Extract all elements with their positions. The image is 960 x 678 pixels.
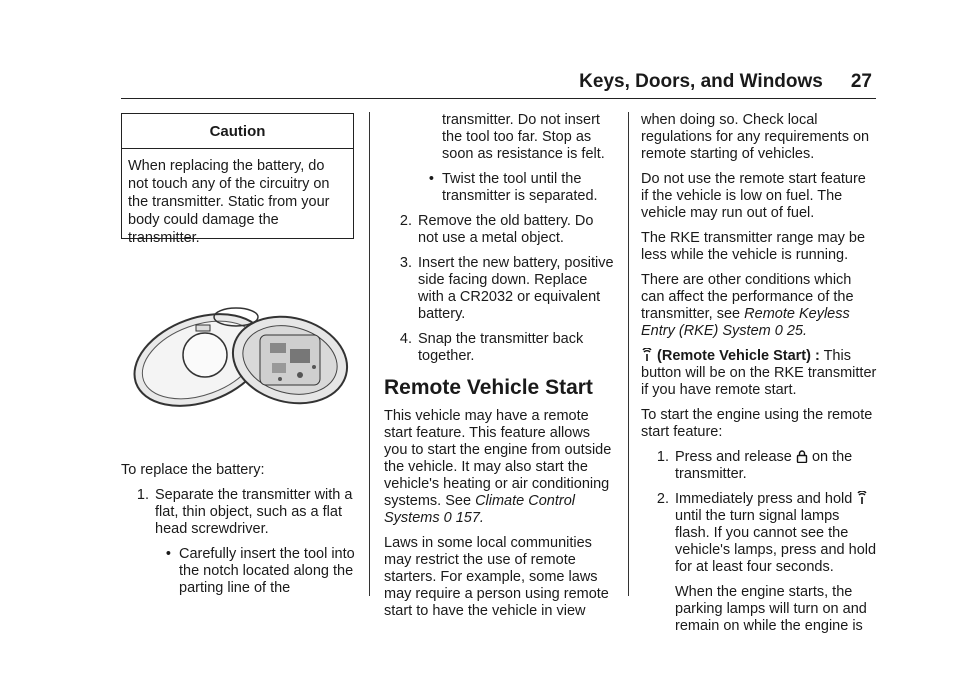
section-heading: Remote Vehicle Start [384,376,593,399]
battery-intro: To replace the battery: [121,462,265,478]
bullet-text: Twist the tool until the transmitter is separated. [442,171,598,204]
climate-control-link[interactable]: Climate Control Systems [384,493,575,526]
page-header [579,71,872,93]
column-divider-1 [369,112,370,596]
fuel-paragraph: Do not use the remote start feature if the vehicle is low on fuel. The vehicle may run out of fuel. [641,171,866,221]
step-number: 1. [136,487,149,503]
column-2 [384,112,616,628]
bullet-text: Carefully insert the tool into the notch located along the parting line of the [179,546,355,596]
range-paragraph: The RKE transmitter range may be less while the vehicle is running. [641,230,866,263]
regulations-paragraph: when doing so. Check local regulations for any requirements on remote starting of vehicles. [641,112,870,162]
caution-title: Caution [122,114,353,149]
laws-paragraph: Laws in some local communities may restrict the use of remote starters. For example, some laws may require a person using remote start to have the vehicle in view [384,535,609,619]
start-step-1: 1. Press and release on the transmitter. [656,449,853,482]
bullet-1-continued: transmitter. Do not insert the tool too far. Stop as soon as resistance is felt. [442,112,605,162]
bullet-1 [121,546,355,597]
remote-start-intro: This vehicle may have a remote start feature. This feature allows you to start the engine from outside the vehicle. It may also start the vehicle's heating or air conditioning systems. See Climate Control Systems 0 157. [384,408,612,526]
rke-system-link[interactable]: Remote Keyless Entry (RKE) System [641,306,850,339]
step-4: 4. Snap the transmitter back together. [399,331,584,364]
conditions-paragraph: There are other conditions which can affect the performance of the transmitter, see Remote Keyless Entry (RKE) System 0 25. [641,272,854,339]
column-1 [121,113,355,246]
caution-box [121,113,354,246]
step-1 [121,487,355,538]
page-reference: 0 157. [443,510,484,526]
step-2: 2. Remove the old battery. Do not use a metal object. [399,213,594,246]
key-fob-battery-image [130,305,350,415]
remote-start-icon [856,491,868,505]
bullet-dot: • [428,171,434,187]
step-3: 3. Insert the new battery, positive side facing down. Replace with a CR2032 or equivalent battery. [399,255,614,322]
page-reference: 0 25. [774,323,807,339]
bullet-2 [384,171,616,205]
page-number: 27 [850,71,872,92]
caution-text: When replacing the battery, do not touch any of the circuitry on the transmitter. Static from your body could damage the transmitter. [128,158,330,246]
column-divider-2 [628,112,629,596]
start-step-2-note: When the engine starts, the parking lamps will turn on and remain on while the engine is [675,584,867,634]
lock-icon [796,450,808,463]
start-step-2: 2. Immediately press and hold until the turn signal lamps flash. If you cannot see the vehicle's lamps, press and hold for at least four seconds. [656,491,877,575]
bullet-dot: • [165,546,171,562]
column-1-lower [121,462,355,597]
column-3 [641,112,877,635]
header-rule [121,98,876,99]
start-intro: To start the engine using the remote start feature: [641,407,873,440]
step-text: Separate the transmitter with a flat, thin object, such as a flat head screwdriver. [155,487,353,537]
remote-start-icon [641,348,653,362]
section-title: Keys, Doors, and Windows [579,71,823,92]
remote-start-button-desc: (Remote Vehicle Start) : This button will be on the RKE transmitter if you have remote start. [641,348,877,398]
